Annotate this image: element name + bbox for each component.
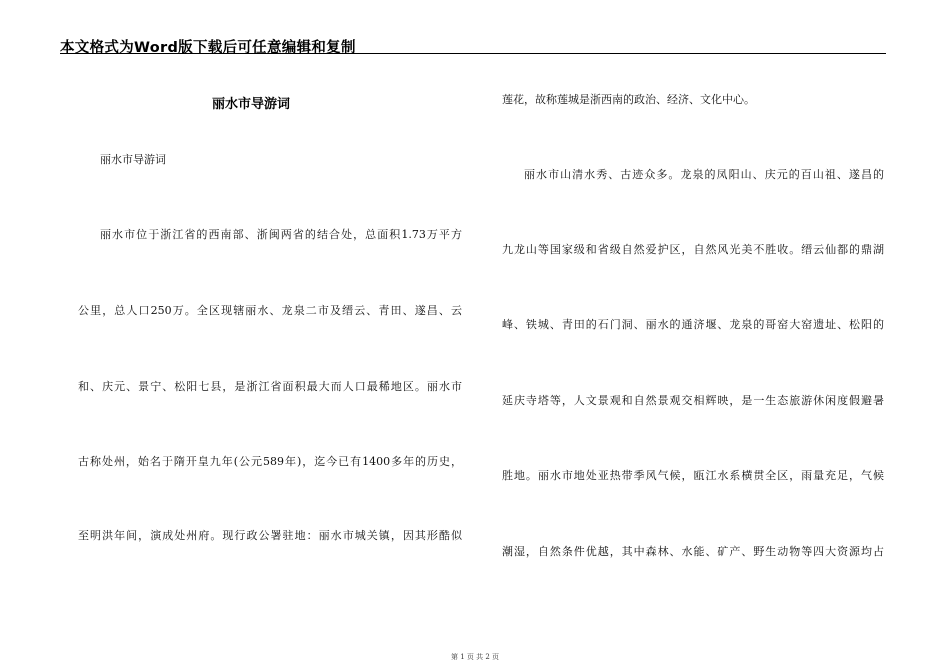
paragraph-line: 丽水市山清水秀、古迹众多。龙泉的凤阳山、庆元的百山祖、遂昌的 (524, 168, 884, 181)
paragraph-line: 莲花，故称莲城是浙西南的政治、经济、文化中心。 (502, 93, 755, 106)
paragraph-line: 延庆寺塔等，人文景观和自然景观交相辉映，是一生态旅游休闲度假避暑 (502, 394, 884, 407)
paragraph-line: 九龙山等国家级和省级自然爱护区，自然风光美不胜收。缙云仙都的鼎湖 (502, 243, 884, 256)
document-title: 丽水市导游词 (212, 97, 291, 112)
header-divider (60, 53, 886, 54)
download-notice-header: 本文格式为Word版下载后可任意编辑和复制 (60, 40, 356, 56)
paragraph-line: 丽水市位于浙江省的西南部、浙闽两省的结合处，总面积1.73万平方 (100, 228, 462, 241)
paragraph-line: 丽水市导游词 (100, 153, 166, 166)
paragraph-line: 峰、铁城、青田的石门洞、丽水的通济堰、龙泉的哥窑大窑遗址、松阳的 (502, 318, 884, 331)
paragraph-line: 和、庆元、景宁、松阳七县，是浙江省面积最大而人口最稀地区。丽水市 (78, 380, 462, 393)
paragraph-line: 胜地。丽水市地处亚热带季风气候，瓯江水系横贯全区，雨量充足，气候 (502, 469, 884, 482)
paragraph-line: 公里，总人口250万。全区现辖丽水、龙泉二市及缙云、青田、遂昌、云 (78, 304, 462, 317)
paragraph-line: 潮湿，自然条件优越，其中森林、水能、矿产、野生动物等四大资源均占 (502, 545, 884, 558)
paragraph-line: 古称处州，始名于隋开皇九年(公元589年)，迄今已有1400多年的历史， (78, 455, 462, 468)
page-indicator: 第 1 页 共 2 页 (450, 653, 500, 661)
paragraph-line: 至明洪年间，演成处州府。现行政公署驻地：丽水市城关镇，因其形酷似 (78, 529, 462, 542)
